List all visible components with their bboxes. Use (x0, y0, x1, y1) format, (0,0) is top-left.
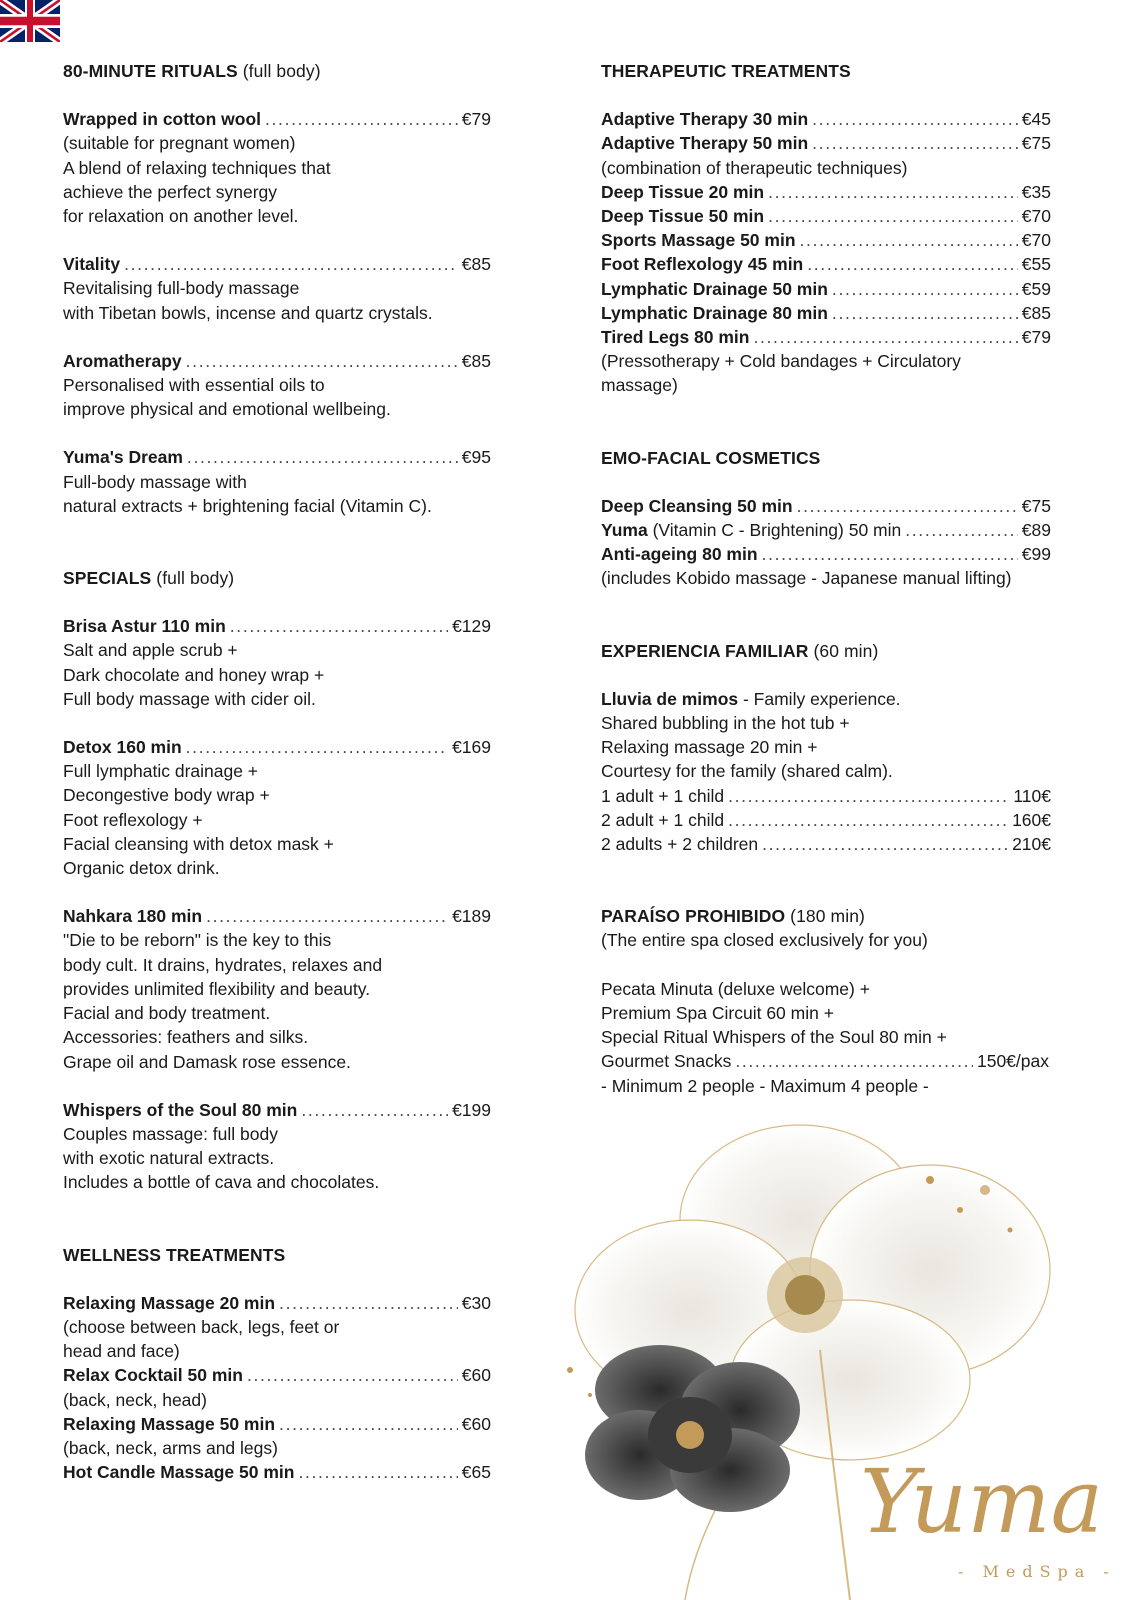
item-desc: Couples massage: full body (63, 1123, 278, 1144)
therapeutic-item: Lymphatic Drainage 50 min . . . €59 (601, 277, 1051, 301)
item-desc: (back, neck, arms and legs) (63, 1437, 278, 1458)
wellness-item-relaxing-20: Relaxing Massage 20 min . . . €30 (63, 1291, 491, 1315)
item-desc: Facial and body treatment. (63, 1003, 271, 1024)
item-desc: Includes a bottle of cava and chocolates. (63, 1172, 380, 1193)
paraiso-price-row: Gourmet Snacks . . . 150€/pax (601, 1049, 1049, 1073)
therapeutic-item: Foot Reflexology 45 min . . . €55 (601, 252, 1051, 276)
therapeutic-item: Adaptive Therapy 50 min . . . €75 (601, 131, 1051, 155)
therapeutic-title: THERAPEUTIC TREATMENTS (601, 61, 851, 81)
item-desc: Dark chocolate and honey wrap + (63, 664, 325, 685)
item-desc: Shared bubbling in the hot tub + (601, 713, 850, 734)
special-item-nahkara: Nahkara 180 min . . . €189 (63, 904, 491, 928)
ritual-item-wrapped: Wrapped in cotton wool . . . €79 (63, 107, 491, 131)
item-desc: Accessories: feathers and silks. (63, 1027, 309, 1048)
wellness-title: WELLNESS TREATMENTS (63, 1244, 286, 1265)
item-desc: (back, neck, head) (63, 1389, 207, 1410)
right-column (601, 59, 1051, 1098)
item-desc: Full-body massage with (63, 471, 247, 492)
item-desc: (includes Kobido massage - Japanese manual lifting) (601, 568, 1012, 589)
item-desc: body cult. It drains, hydrates, relaxes and (63, 954, 383, 975)
item-desc: provides unlimited flexibility and beauty. (63, 978, 371, 999)
rituals-title: 80-MINUTE RITUALS (full body) (63, 61, 321, 81)
therapeutic-item: Deep Tissue 50 min . . . €70 (601, 204, 1051, 228)
item-desc: Relaxing massage 20 min + (601, 737, 818, 758)
wellness-item-relax-cocktail: Relax Cocktail 50 min . . . €60 (63, 1363, 491, 1387)
special-item-whispers: Whispers of the Soul 80 min . . . €199 (63, 1098, 491, 1122)
item-desc: Special Ritual Whispers of the Soul 80 min + (601, 1027, 947, 1048)
ritual-item-yumas-dream: Yuma's Dream . . . €95 (63, 445, 491, 469)
paraiso-title: PARAÍSO PROHIBIDO (180 min) (601, 906, 865, 927)
family-price-row: 2 adults + 2 children . . . 210€ (601, 832, 1051, 856)
ritual-item-aromatherapy: Aromatherapy . . . €85 (63, 349, 491, 373)
item-desc: (suitable for pregnant women) (63, 133, 296, 154)
item-desc: Foot reflexology + (63, 809, 203, 830)
item-desc: natural extracts + brightening facial (Vitamin C). (63, 495, 432, 516)
item-desc: A blend of relaxing techniques that (63, 157, 331, 178)
therapeutic-item: Lymphatic Drainage 80 min . . . €85 (601, 301, 1051, 325)
item-desc: achieve the perfect synergy (63, 181, 278, 202)
brand-logo: Yuma (860, 1450, 1104, 1553)
special-item-detox: Detox 160 min . . . €169 (63, 735, 491, 759)
left-column (63, 59, 491, 1484)
item-desc: (choose between back, legs, feet or (63, 1316, 340, 1337)
brand-logo-sub: - MedSpa - (958, 1562, 1116, 1581)
special-item-brisa-astur: Brisa Astur 110 min . . . €129 (63, 614, 491, 638)
facial-title: EMO-FACIAL COSMETICS (601, 447, 821, 468)
family-lead: Lluvia de mimos - Family experience. (601, 688, 901, 709)
item-desc: Grape oil and Damask rose essence. (63, 1051, 351, 1072)
item-desc: Decongestive body wrap + (63, 785, 270, 806)
item-desc: (combination of therapeutic techniques) (601, 157, 908, 178)
item-desc: Full lymphatic drainage + (63, 761, 259, 782)
item-desc: Full body massage with cider oil. (63, 688, 316, 709)
item-desc: Facial cleansing with detox mask + (63, 833, 334, 854)
facial-item: Anti-ageing 80 min . . . €99 (601, 542, 1051, 566)
facial-item: Deep Cleansing 50 min . . . €75 (601, 494, 1051, 518)
item-desc: Courtesy for the family (shared calm). (601, 761, 893, 782)
item-desc: with exotic natural extracts. (63, 1148, 275, 1169)
paraiso-note: (The entire spa closed exclusively for you) (601, 930, 928, 951)
wellness-item-relaxing-50: Relaxing Massage 50 min . . . €60 (63, 1412, 491, 1436)
item-desc: Personalised with essential oils to (63, 375, 325, 396)
item-desc: head and face) (63, 1341, 180, 1362)
item-desc: Organic detox drink. (63, 858, 220, 879)
family-title: EXPERIENCIA FAMILIAR (60 min) (601, 640, 879, 661)
therapeutic-item: Sports Massage 50 min . . . €70 (601, 228, 1051, 252)
item-desc: for relaxation on another level. (63, 206, 299, 227)
uk-flag-icon[interactable] (0, 0, 60, 42)
family-price-row: 2 adult + 1 child . . . 160€ (601, 808, 1051, 832)
paraiso-footer: - Minimum 2 people - Maximum 4 people - (601, 1075, 929, 1096)
therapeutic-item: Deep Tissue 20 min . . . €35 (601, 180, 1051, 204)
item-desc: (Pressotherapy + Cold bandages + Circulatory (601, 351, 961, 372)
family-price-row: 1 adult + 1 child . . . 110€ (601, 784, 1051, 808)
item-desc: improve physical and emotional wellbeing. (63, 399, 391, 420)
facial-item: Yuma (Vitamin C - Brightening) 50 min . . . €89 (601, 518, 1051, 542)
therapeutic-item: Tired Legs 80 min . . . €79 (601, 325, 1051, 349)
therapeutic-item: Adaptive Therapy 30 min . . . €45 (601, 107, 1051, 131)
item-desc: Salt and apple scrub + (63, 640, 238, 661)
item-desc: "Die to be reborn" is the key to this (63, 930, 332, 951)
item-desc: Premium Spa Circuit 60 min + (601, 1002, 834, 1023)
ritual-item-vitality: Vitality . . . €85 (63, 252, 491, 276)
specials-title: SPECIALS (full body) (63, 568, 235, 589)
item-desc: massage) (601, 375, 678, 396)
wellness-item-hot-candle: Hot Candle Massage 50 min . . . €65 (63, 1460, 491, 1484)
item-desc: Revitalising full-body massage (63, 278, 300, 299)
item-desc: with Tibetan bowls, incense and quartz crystals. (63, 302, 433, 323)
item-desc: Pecata Minuta (deluxe welcome) + (601, 978, 870, 999)
